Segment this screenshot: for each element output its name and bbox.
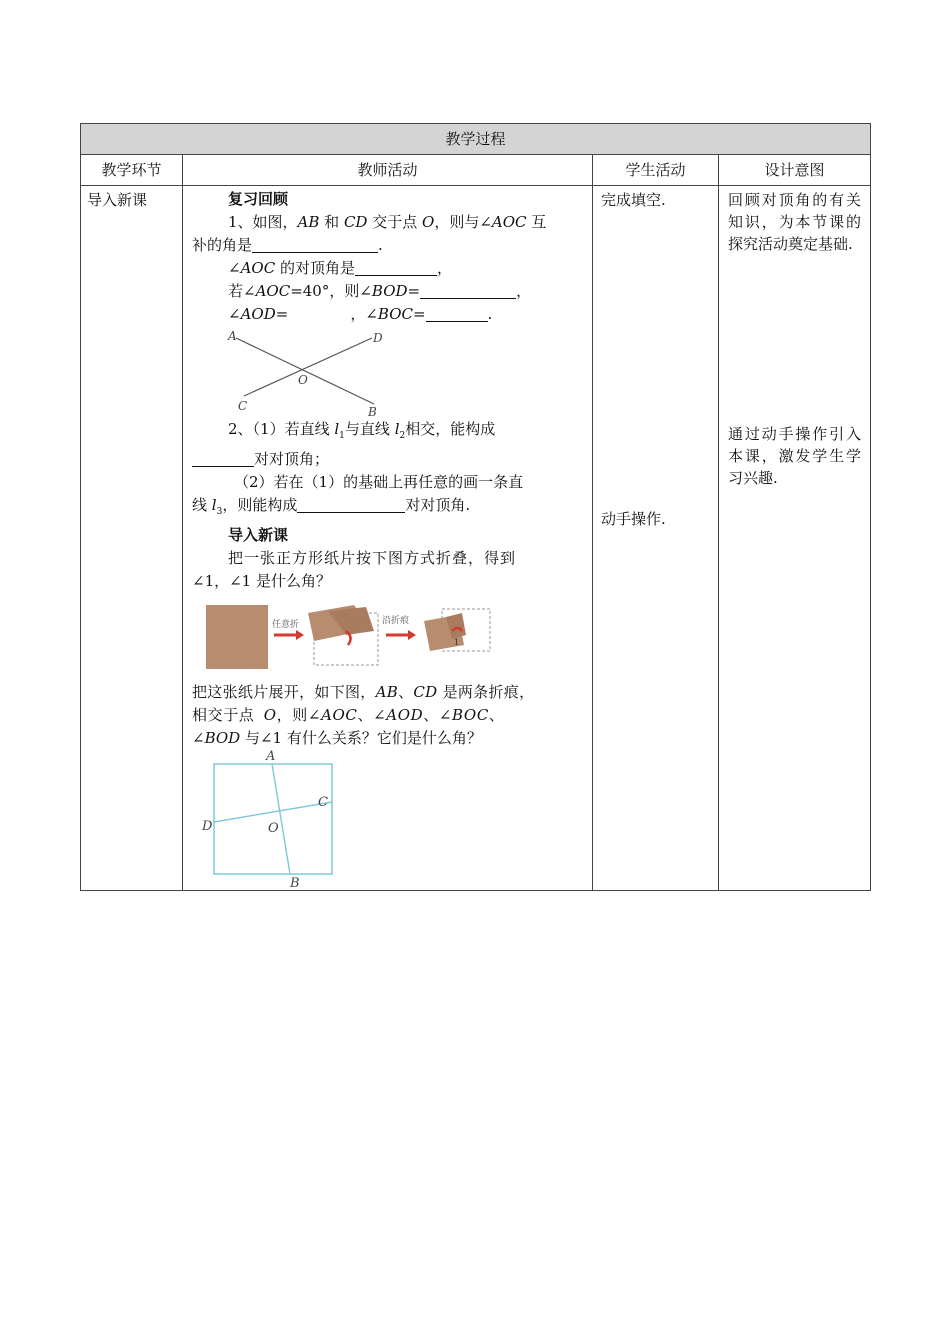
student-activity-1: 完成填空. xyxy=(601,191,666,209)
answer-blank[interactable] xyxy=(252,237,378,253)
table-title: 教学过程 xyxy=(81,124,871,155)
question-2: ∠AOC 的对顶角是 ， xyxy=(228,259,452,277)
question-1: 1、如图，AB 和 CD 交于点 O，则与∠AOC 互 xyxy=(228,213,547,231)
paper-square xyxy=(206,605,268,669)
step1-label: 任意折 xyxy=(272,620,300,630)
question-lines-2: （2）若在（1）的基础上再任意的画一条直 xyxy=(234,473,524,491)
answer-blank[interactable] xyxy=(297,497,405,513)
question-lines-1-cont: 对对顶角； xyxy=(192,448,583,471)
question-1-cont: 补的角是 . xyxy=(192,236,383,254)
crease-cd xyxy=(214,802,332,822)
question-lines-2-cont: 线 $l_3$，则能构成 对对顶角. xyxy=(192,496,471,517)
unfold-text-1: 把这张纸片展开，如下图，AB、CD 是两条折痕， xyxy=(192,683,535,701)
label-a: A xyxy=(266,750,276,764)
angle-1-label: 1 xyxy=(454,638,460,647)
label-b: B xyxy=(368,405,377,418)
curved-arrow-icon xyxy=(346,631,351,645)
header-student: 学生活动 xyxy=(593,155,719,186)
answer-blank[interactable] xyxy=(426,306,488,322)
fold-question: ∠1，∠1 是什么角？ xyxy=(192,572,331,590)
label-b: B xyxy=(290,876,300,890)
unfolded-square-figure xyxy=(194,750,344,890)
design-intent-1: 回顾对顶角的有关知识，为本节课的探究活动奠定基础. xyxy=(728,191,862,253)
header-teacher: 教师活动 xyxy=(183,155,593,186)
label-d: D xyxy=(373,331,383,345)
student-activity-2: 动手操作. xyxy=(601,510,666,528)
teacher-activity-cell xyxy=(183,186,593,891)
teaching-process-table xyxy=(80,123,871,891)
fold-instruction: 把一张正方形纸片按下图方式折叠，得到 xyxy=(228,549,517,567)
question-lines-1: 2、（1）若直线 $l_1$与直线 $l_2$相交，能构成 xyxy=(228,420,496,441)
stage-cell xyxy=(81,186,183,891)
intro-title: 导入新课 xyxy=(228,526,289,544)
line-cd xyxy=(244,338,372,396)
label-c: C xyxy=(318,795,328,810)
question-3: 若∠AOC=40°，则∠BOD= ， xyxy=(228,282,532,300)
stage-label: 导入新课 xyxy=(87,191,148,209)
arrow-head-icon xyxy=(408,630,416,640)
answer-blank[interactable] xyxy=(355,260,437,276)
paper-folding-figure xyxy=(196,601,496,673)
answer-blank[interactable] xyxy=(192,451,254,467)
label-d: D xyxy=(202,819,213,834)
review-title: 复习回顾 xyxy=(228,190,289,208)
label-o: O xyxy=(268,821,279,836)
label-o: O xyxy=(298,373,308,387)
answer-blank[interactable] xyxy=(420,283,516,299)
label-c: C xyxy=(238,399,248,413)
arrow-head-icon xyxy=(296,630,304,640)
line-ab xyxy=(236,338,374,404)
design-intent-2: 通过动手操作引入本课，激发学生学习兴趣. xyxy=(728,425,862,487)
header-stage: 教学环节 xyxy=(81,155,183,186)
header-intent: 设计意图 xyxy=(719,155,871,186)
unfold-text-2: 相交于点 O，则∠AOC、∠AOD、∠BOC、 xyxy=(192,706,505,724)
crease-ab xyxy=(272,764,290,874)
question-4: ∠AOD= ，∠BOC= . xyxy=(228,305,493,323)
design-intent-cell xyxy=(719,186,871,891)
step2-label: 沿折痕 xyxy=(382,616,410,626)
label-a: A xyxy=(228,329,237,343)
intersecting-lines-figure xyxy=(226,326,396,418)
unfold-text-3: ∠BOD 与∠1 有什么关系？它们是什么角？ xyxy=(192,729,482,747)
student-activity-cell xyxy=(593,186,719,891)
